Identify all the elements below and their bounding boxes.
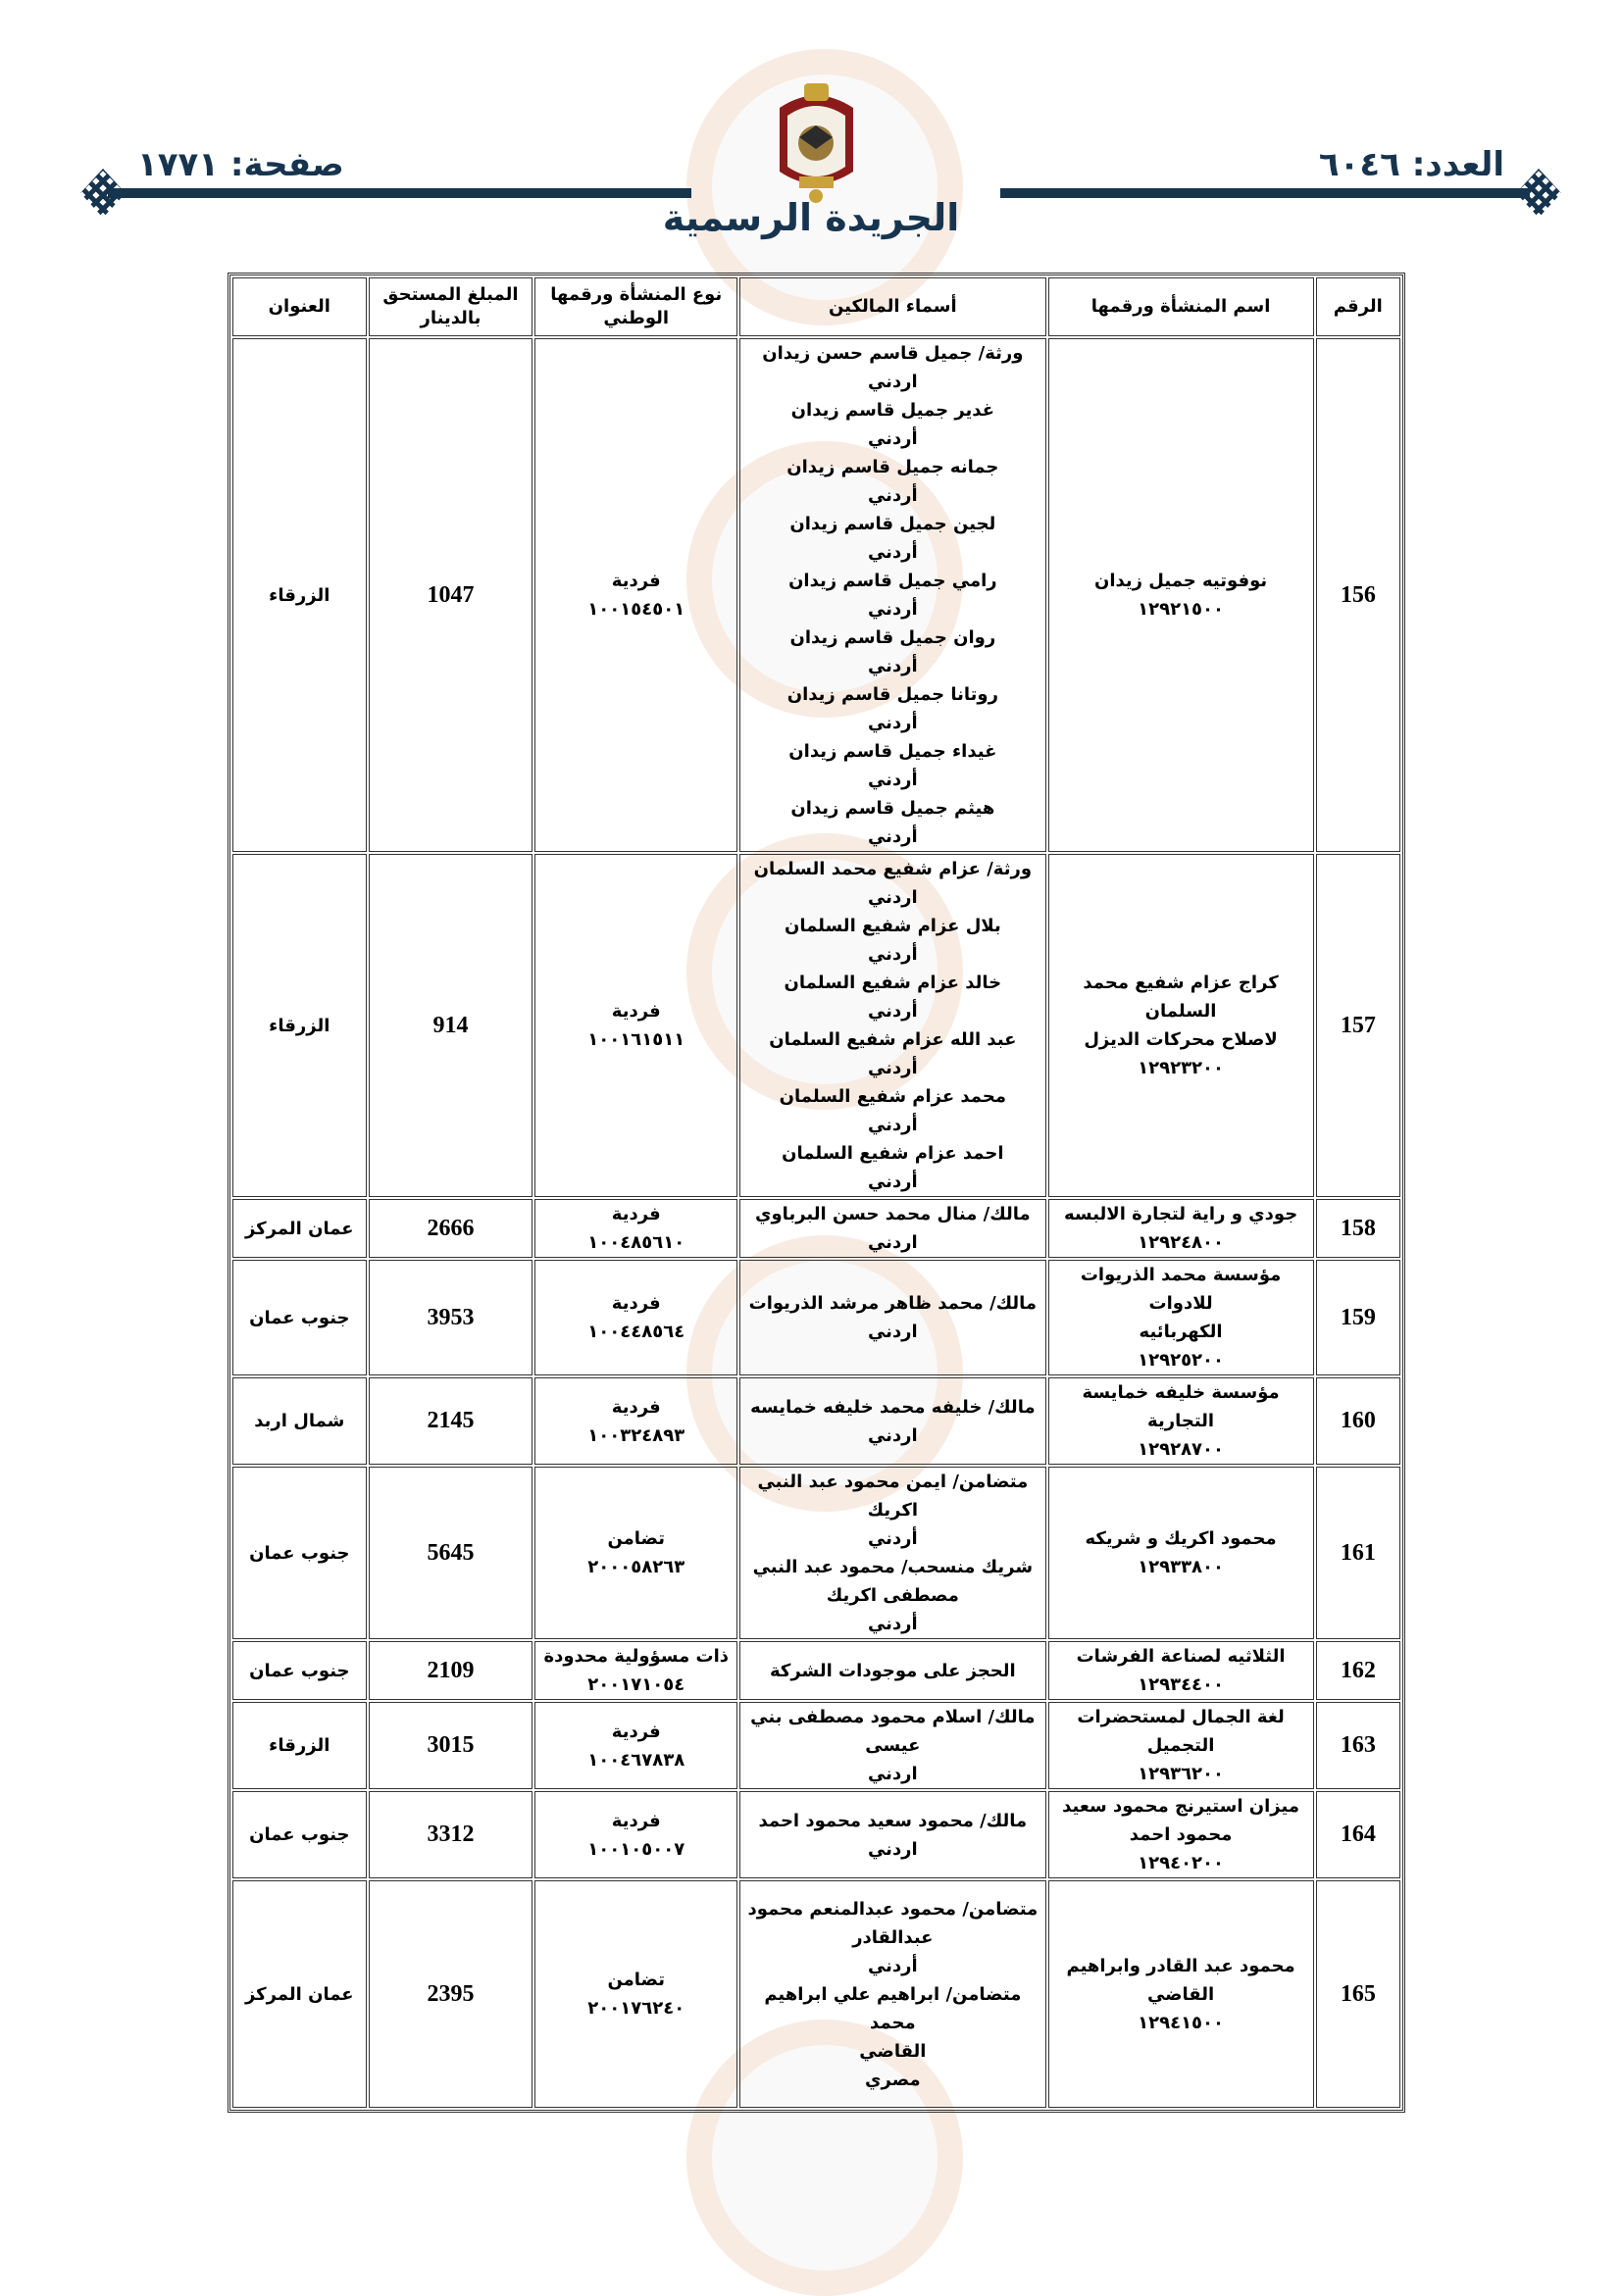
table-row [232, 1702, 1400, 1789]
owner-line: أردني [867, 656, 918, 676]
owner-line: اكريك [867, 1500, 919, 1521]
establishment-name-cell [1048, 338, 1314, 852]
establishments-table [228, 273, 1405, 2113]
establishment-type: فردية [611, 1396, 661, 1418]
owner-line: روتانا جميل قاسم زيدان [786, 684, 998, 705]
amount-cell: 3015 [369, 1702, 533, 1789]
owner-line: مالك/ خليفه محمد خليفه خمايسه [750, 1396, 1036, 1418]
amount-cell: 1047 [369, 338, 533, 852]
owner-line: مصري [865, 2069, 921, 2090]
national-number: ١٠٠٤٤٨٥٦٤ [587, 1322, 685, 1342]
type-cell [534, 1641, 737, 1700]
owner-line: أردني [867, 1614, 918, 1634]
owner-line: اردني [867, 887, 918, 908]
establishment-type: فردية [611, 571, 661, 591]
establishment-name-line: ١٢٩٢٤٨٠٠ [1138, 1232, 1225, 1253]
row-number: 156 [1316, 338, 1400, 852]
owner-line: أردني [867, 542, 918, 563]
col-establishment-name: اسم المنشأة ورقمها [1048, 277, 1314, 336]
owner-line: أردني [867, 1058, 918, 1078]
establishment-name-line: الكهربائيه [1139, 1322, 1223, 1342]
owner-line: اردني [867, 1232, 918, 1253]
type-cell [534, 1791, 737, 1878]
establishment-name-line: مؤسسة محمد الذريوات للادوات [1080, 1265, 1282, 1314]
type-cell [534, 1199, 737, 1258]
owner-line: أردني [867, 944, 918, 965]
row-number: 158 [1316, 1199, 1400, 1258]
national-number: ٢٠٠٠٥٨٢٦٣ [587, 1557, 685, 1577]
establishment-type: فردية [611, 1810, 661, 1831]
establishment-name-line: الثلاثيه لصناعة الفرشات [1076, 1646, 1286, 1667]
amount-cell: 2109 [369, 1641, 533, 1700]
type-cell [534, 338, 737, 852]
establishment-name-cell [1048, 1880, 1314, 2108]
owners-cell [739, 1377, 1045, 1465]
establishment-name-cell [1048, 1791, 1314, 1878]
owner-line: عيسى [865, 1735, 921, 1756]
establishment-name-line: محمود احمد [1129, 1824, 1233, 1845]
issue-number: العدد: ٦٠٤٦ [1318, 145, 1504, 184]
row-number: 162 [1316, 1641, 1400, 1700]
table-row [232, 1260, 1400, 1375]
address-cell: عمان المركز [232, 1199, 367, 1258]
amount-cell: 2395 [369, 1880, 533, 2108]
owners-cell [739, 1199, 1045, 1258]
owner-line: روان جميل قاسم زيدان [789, 627, 996, 648]
establishment-type: فردية [611, 1204, 661, 1224]
address-cell: الزرقاء [232, 854, 367, 1197]
establishment-name-cell [1048, 1702, 1314, 1789]
establishment-name-line: ١٢٩٤١٥٠٠ [1138, 2012, 1225, 2033]
owner-line: عبدالقادر [852, 1926, 934, 1948]
establishment-type: فردية [611, 1721, 661, 1742]
establishment-name-line: ١٢٩٣٦٢٠٠ [1138, 1764, 1225, 1784]
establishment-name-line: التجارية [1147, 1411, 1215, 1431]
owner-line: اردني [867, 1764, 918, 1784]
establishment-name-line: جودي و راية لتجارة الالبسه [1063, 1204, 1298, 1224]
establishment-name-line: ١٢٩٣٤٤٠٠ [1138, 1674, 1225, 1695]
owner-line: ورثة/ جميل قاسم حسن زيدان [762, 343, 1024, 364]
col-owners: أسماء المالكين [739, 277, 1045, 336]
establishment-name-line: لغة الجمال لمستحضرات [1077, 1707, 1285, 1727]
address-cell: شمال اربد [232, 1377, 367, 1465]
establishment-name-cell [1048, 1260, 1314, 1375]
establishment-name-cell [1048, 1467, 1314, 1639]
owner-line: بلال عزام شفيع السلمان [784, 916, 1001, 936]
owner-line: أردني [867, 713, 918, 733]
amount-cell: 5645 [369, 1467, 533, 1639]
owner-line: لجين جميل قاسم زيدان [789, 514, 996, 534]
establishment-name-cell [1048, 1377, 1314, 1465]
establishment-name-line: ١٢٩٢٣٢٠٠ [1138, 1058, 1225, 1078]
establishment-name-line: ١٢٩٤٠٢٠٠ [1138, 1853, 1225, 1873]
owner-line: مالك/ منال محمد حسن البرباوي [755, 1204, 1031, 1224]
establishment-name-line: التجميل [1146, 1735, 1215, 1756]
owner-line: اردني [867, 372, 918, 392]
national-number: ١٠٠١٥٤٥٠١ [587, 599, 685, 620]
establishment-type: فردية [611, 1001, 661, 1022]
table-row [232, 1467, 1400, 1639]
amount-cell: 3312 [369, 1791, 533, 1878]
establishment-name-line: ميزان استيرنج محمود سعيد [1062, 1796, 1299, 1817]
gazette-title: الجريدة الرسمية [662, 196, 960, 239]
establishment-name-cell [1048, 1199, 1314, 1258]
col-type-national-number: نوع المنشأة ورقمها الوطني [534, 277, 737, 336]
table-row [232, 1791, 1400, 1878]
owner-line: اردني [867, 1838, 918, 1860]
table-row [232, 338, 1400, 852]
owner-line: متضامن/ ايمن محمود عبد النبي [757, 1472, 1029, 1492]
owners-cell [739, 1702, 1045, 1789]
establishment-name-line: ١٢٩٢٨٧٠٠ [1138, 1439, 1225, 1460]
col-amount: المبلغ المستحق بالدينار [369, 277, 533, 336]
table-row [232, 1377, 1400, 1465]
address-cell: جنوب عمان [232, 1641, 367, 1700]
owner-line: ورثة/ عزام شفيع محمد السلمان [753, 859, 1033, 879]
establishment-name-line: القاضي [1146, 1983, 1215, 2005]
owner-line: احمد عزام شفيع السلمان [782, 1143, 1004, 1164]
national-number: ١٠٠٤٨٥٦١٠ [587, 1232, 685, 1253]
owners-cell [739, 1641, 1045, 1700]
national-number: ٢٠٠١٧٦٢٤٠ [587, 1998, 685, 2019]
owner-line: هيثم جميل قاسم زيدان [790, 798, 995, 819]
owner-line: شريك منسحب/ محمود عبد النبي [752, 1557, 1034, 1577]
national-number: ٢٠٠١٧١٠٥٤ [587, 1674, 685, 1695]
establishment-name-line: محمود اكريك و شريكه [1085, 1528, 1277, 1549]
table-row [232, 1199, 1400, 1258]
row-number: 160 [1316, 1377, 1400, 1465]
owners-cell [739, 1880, 1045, 2108]
establishment-name-line: مؤسسة خليفه خمايسة [1082, 1382, 1280, 1403]
owner-line: عبد الله عزام شفيع السلمان [769, 1029, 1017, 1050]
row-number: 163 [1316, 1702, 1400, 1789]
owner-line: متضامن/ ابراهيم علي ابراهيم محمد [764, 1983, 1022, 2033]
owner-line: الحجز على موجودات الشركة [769, 1660, 1016, 1681]
establishment-name-cell [1048, 1641, 1314, 1700]
owner-line: رامي جميل قاسم زيدان [788, 571, 997, 591]
establishment-name-line: كراج عزام شفيع محمد السلمان [1083, 973, 1279, 1022]
owner-line: أردني [867, 599, 918, 620]
page-number: صفحة: ١٧٧١ [137, 145, 344, 184]
row-number: 161 [1316, 1467, 1400, 1639]
owner-line: غدير جميل قاسم زيدان [790, 400, 994, 421]
type-cell [534, 1702, 737, 1789]
owner-line: أردني [867, 1172, 918, 1192]
owner-line: متضامن/ محمود عبدالمنعم محمود [747, 1898, 1039, 1920]
establishment-type: تضامن [607, 1970, 666, 1990]
establishment-name-cell [1048, 854, 1314, 1197]
establishment-type: فردية [611, 1293, 661, 1314]
establishment-name-line: ١٢٩٢١٥٠٠ [1138, 599, 1225, 620]
amount-cell: 2145 [369, 1377, 533, 1465]
owner-line: أردني [867, 1528, 918, 1549]
establishment-name-line: نوفوتيه جميل زيدان [1093, 571, 1268, 591]
type-cell [534, 1377, 737, 1465]
type-cell [534, 854, 737, 1197]
address-cell: الزرقاء [232, 1702, 367, 1789]
address-cell: الزرقاء [232, 338, 367, 852]
col-address: العنوان [232, 277, 367, 336]
owner-line: غيداء جميل قاسم زيدان [788, 741, 997, 762]
owners-cell [739, 338, 1045, 852]
owner-line: خالد عزام شفيع السلمان [784, 973, 1002, 993]
national-number: ١٠٠١٦١٥١١ [587, 1029, 685, 1050]
establishment-name-line: ١٢٩٣٣٨٠٠ [1138, 1557, 1225, 1577]
owner-line: أردني [867, 1001, 918, 1022]
owner-line: أردني [867, 428, 918, 449]
address-cell: جنوب عمان [232, 1260, 367, 1375]
owner-line: أردني [867, 485, 918, 506]
owner-line: جمانه جميل قاسم زيدان [786, 457, 999, 477]
table-row [232, 1880, 1400, 2108]
establishment-name-line: محمود عبد القادر وابراهيم [1066, 1955, 1295, 1976]
jordan-emblem-icon [770, 78, 863, 206]
type-cell [534, 1467, 737, 1639]
owner-line: أردني [867, 826, 918, 847]
owner-line: اردني [867, 1322, 918, 1342]
owners-cell [739, 1260, 1045, 1375]
establishment-name-line: ١٢٩٢٥٢٠٠ [1138, 1350, 1225, 1371]
establishment-type: تضامن [607, 1528, 666, 1549]
row-number: 159 [1316, 1260, 1400, 1375]
table-row [232, 854, 1400, 1197]
address-cell: جنوب عمان [232, 1791, 367, 1878]
national-number: ١٠٠٤٦٧٨٣٨ [587, 1749, 685, 1771]
type-cell [534, 1260, 737, 1375]
national-number: ١٠٠٣٢٤٨٩٣ [587, 1424, 685, 1446]
establishment-name-line: لاصلاح محركات الديزل [1084, 1029, 1278, 1050]
amount-cell: 2666 [369, 1199, 533, 1258]
owners-cell [739, 1791, 1045, 1878]
owners-cell [739, 1467, 1045, 1639]
owner-line: مالك/ اسلام محمود مصطفى بني [750, 1707, 1036, 1727]
national-number: ١٠٠١٠٥٠٠٧ [587, 1838, 685, 1860]
address-cell: جنوب عمان [232, 1467, 367, 1639]
owner-line: مصطفى اكريك [826, 1585, 959, 1606]
col-number: الرقم [1316, 277, 1400, 336]
owner-line: مالك/ محمد ظاهر مرشد الذريوات [748, 1293, 1038, 1314]
type-cell [534, 1880, 737, 2108]
row-number: 157 [1316, 854, 1400, 1197]
amount-cell: 3953 [369, 1260, 533, 1375]
row-number: 164 [1316, 1791, 1400, 1878]
owner-line: مالك/ محمود سعيد محمود احمد [758, 1810, 1028, 1831]
owner-line: اردني [867, 1424, 918, 1446]
owner-line: أردني [867, 1115, 918, 1135]
owner-line: أردني [867, 1955, 918, 1976]
row-number: 165 [1316, 1880, 1400, 2108]
owner-line: أردني [867, 770, 918, 790]
amount-cell: 914 [369, 854, 533, 1197]
owners-cell [739, 854, 1045, 1197]
establishment-type: ذات مسؤولية محدودة [543, 1646, 730, 1667]
owner-line: القاضي [859, 2040, 927, 2062]
address-cell: عمان المركز [232, 1880, 367, 2108]
table-row [232, 1641, 1400, 1700]
table-header-row [232, 277, 1400, 336]
owner-line: محمد عزام شفيع السلمان [779, 1086, 1006, 1107]
